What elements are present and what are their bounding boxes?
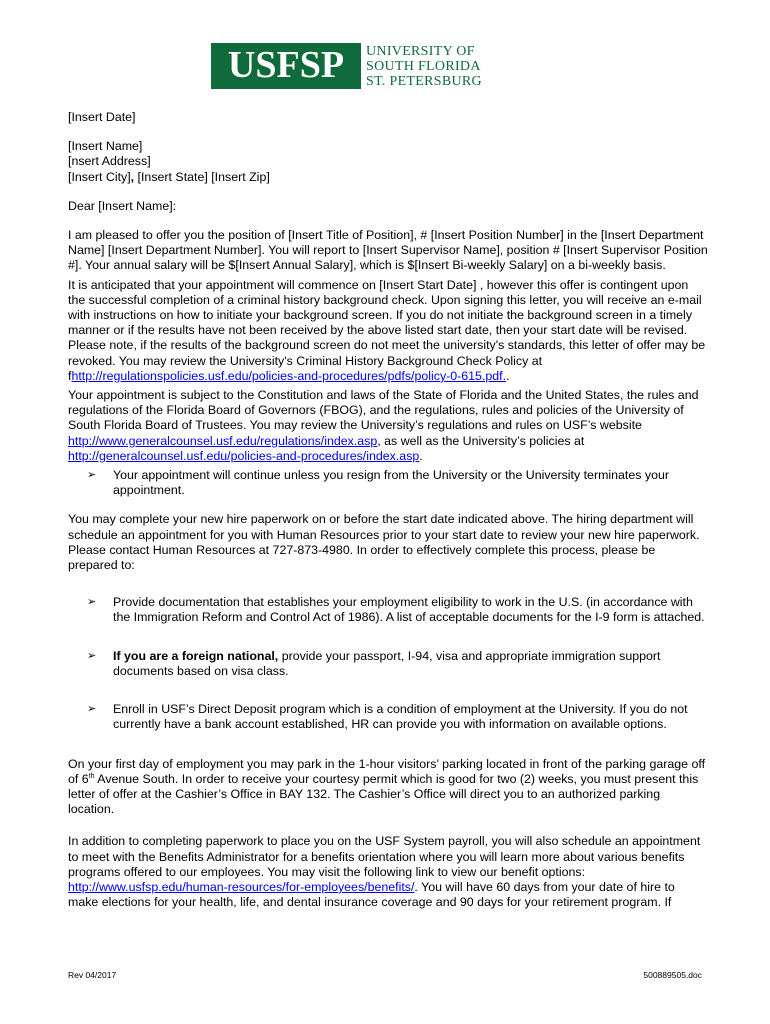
bullet-appointment-text: Your appointment will continue unless you resign from the University or the University terminates your appointment. <box>113 468 669 498</box>
p2-text: It is anticipated that your appointment will commence on [Insert Start Date] , however this offer is contingent upon the successful completion of a criminal history background check. Upon signing this letter, you will receive an e-mail with instructions on how to initiate your background screen. If you do not initiate the background screen in a timely manner or if the results have not been received by the above listed start date, then your start date will be revised. Please note, if the results of the background screen do not meet the university's standards, this letter of offer may be revoked. You may review the University's Criminal History Background Check Policy at <box>68 277 706 368</box>
city-separator: , <box>130 169 135 184</box>
bullet-foreign-national-text: provide your passport, I-94, visa and appropriate immigration support documents based on visa class. <box>113 648 661 678</box>
paragraph-parking <box>68 757 708 818</box>
p5-text-b: Avenue South. In order to receive your courtesy permit which is good for two (2) weeks, you must present this letter of offer at the Cashier’s Office in BAY 132. The Cashier’s Office will direct you to an authorized parking location. <box>68 771 699 817</box>
p3-text-b: , as well as the University’s policies at <box>377 433 585 448</box>
recipient-state-zip: [Insert State] [Insert Zip] <box>134 169 270 184</box>
footer-revision: Rev 04/2017 <box>68 970 117 980</box>
recipient-city: [Insert City] <box>68 169 131 184</box>
p6-text-a: In addition to completing paperwork to place you on the USF System payroll, you will also schedule an appointment to meet with the Benefits Administrator for a benefits orientation where you will learn more about various benefits programs offered to our employees. You may visit the following link to view our benefit options: <box>68 834 701 879</box>
bullet-foreign-national-bold: If you are a foreign national, <box>113 648 279 663</box>
policy-link[interactable]: http://regulationspolicies.usf.edu/policies-and-procedures/pdfs/policy-0-615.pdf. <box>71 368 507 383</box>
recipient-name: [Insert Name] <box>68 139 143 154</box>
logo-line-3: ST. PETERSBURG <box>366 73 482 89</box>
recipient-block <box>68 139 708 185</box>
logo-wordmark <box>366 44 482 89</box>
letter-date: [Insert Date] <box>68 110 136 124</box>
letter-body <box>68 110 708 910</box>
regulations-link[interactable]: http://www.generalcounsel.usf.edu/regulations/index.asp <box>68 433 378 448</box>
bullet-direct-deposit-text: Enroll in USF’s Direct Deposit program which is a condition of employment at the University. If you do not currently have a bank account established, HR can provide you with information on available options. <box>113 702 688 732</box>
arrow-bullet-icon: ➢ <box>87 649 97 662</box>
bullet-documentation <box>68 595 708 625</box>
paragraph-benefits <box>68 834 708 910</box>
p3-text-c: . <box>419 448 423 463</box>
logo-line-1: UNIVERSITY OF <box>366 43 475 59</box>
arrow-bullet-icon: ➢ <box>87 703 97 716</box>
p5-superscript: th <box>88 772 95 780</box>
p2-prefix: f <box>68 368 72 383</box>
paragraph-paperwork: You may complete your new hire paperwork on or before the start date indicated above. The hiring department will schedule an appointment for you with Human Resources prior to your start date to review your new hire paperwork. Please contact Human Resources at 727-873-4980. In order to effectively complete this process, please be prepared to: <box>68 512 700 573</box>
bullet-appointment <box>68 468 708 498</box>
bullet-documentation-text: Provide documentation that establishes your employment eligibility to work in the U.S. (in accordance with the Immigration Reform and Control Act of 1986). A list of acceptable documents for the I-9 form is attached. <box>113 595 705 625</box>
footer-doc-id: 500889505.doc <box>643 970 702 980</box>
policies-link[interactable]: http://generalcounsel.usf.edu/policies-and-procedures/index.asp <box>68 448 420 463</box>
logo-mark: USFSP <box>211 43 361 89</box>
logo-line-2: SOUTH FLORIDA <box>366 58 481 74</box>
usfsp-logo <box>211 43 482 89</box>
recipient-city-state-zip <box>68 170 708 185</box>
p6-text-b: . You will have 60 days from your date of hire to make elections for your health, life, and dental insurance coverage and 90 days for your retirement program. If <box>68 879 675 910</box>
paragraph-background-check <box>68 278 708 384</box>
paragraph-regulations <box>68 388 708 464</box>
salutation: Dear [Insert Name]: <box>68 198 177 213</box>
recipient-address: [nsert Address] <box>68 154 151 169</box>
bullet-foreign-national <box>68 649 708 679</box>
arrow-bullet-icon: ➢ <box>87 596 97 609</box>
p2-end: . <box>506 368 510 383</box>
bullet-direct-deposit <box>68 702 708 732</box>
p3-text-a: Your appointment is subject to the Constitution and laws of the State of Florida and the United States, the rules and regulations of the Florida Board of Governors (FBOG), and the regulations, rules and policies of the University of South Florida Board of Trustees. You may review the University’s regulations and rules on USF’s website <box>68 388 699 433</box>
arrow-bullet-icon: ➢ <box>87 469 97 482</box>
p5-text-a: On your first day of employment you may park in the 1-hour visitors’ parking located in front of the parking garage off of 6 <box>68 756 706 786</box>
benefits-link[interactable]: http://www.usfsp.edu/human-resources/for-employees/benefits/ <box>68 879 415 894</box>
paragraph-offer: I am pleased to offer you the position of [Insert Title of Position], # [Insert Position Number] in the [Insert Department Name] [Insert Department Number]. You will report to [Insert Supervisor Name], position # [Insert Supervisor Position #]. Your annual salary will be $[Insert Annual Salary], which is $[Insert Bi-weekly Salary] on a bi-weekly basis. <box>68 228 708 273</box>
